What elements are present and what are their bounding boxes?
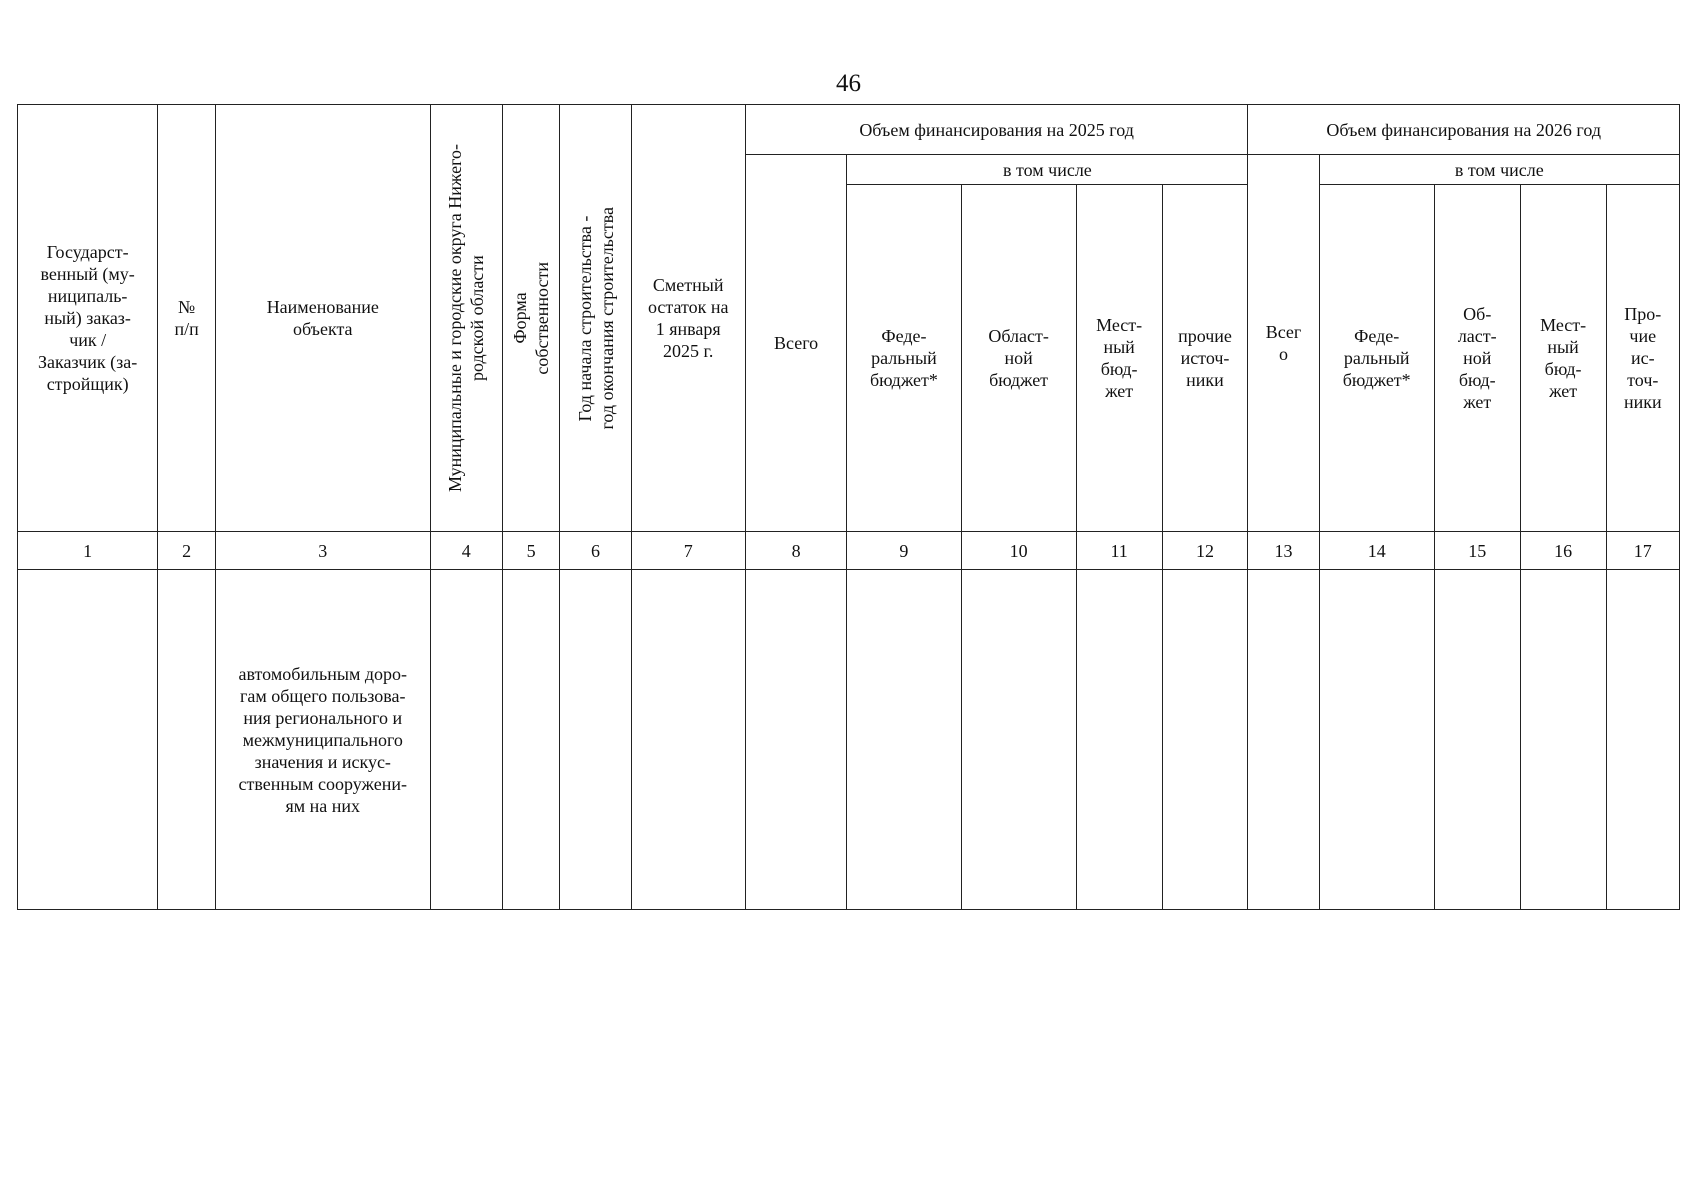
cell-total-2026	[1248, 570, 1319, 910]
table-row	[18, 570, 1680, 910]
header-federal-2025: Феде- ральный бюджет*	[847, 185, 961, 532]
cell-object-name: автомобильным доро- гам общего пользова- ния регионального и межмуниципального значения и искус- ственным сооружени- ям на них	[215, 570, 430, 910]
column-number: 11	[1076, 532, 1162, 570]
cell-estimated-balance	[631, 570, 745, 910]
page-number: 46	[836, 70, 861, 97]
header-object-name: Наименование объекта	[215, 105, 430, 532]
cell-local-2025	[1076, 570, 1162, 910]
header-including-2026: в том числе	[1319, 155, 1679, 185]
header-ownership-form: Форма собственности	[502, 105, 560, 532]
column-number: 9	[847, 532, 961, 570]
cell-other-2026	[1606, 570, 1679, 910]
cell-local-2026	[1520, 570, 1606, 910]
header-municipal-districts: Муниципальные и городские округа Нижего- родской области	[430, 105, 502, 532]
column-number: 1	[18, 532, 158, 570]
column-number: 13	[1248, 532, 1319, 570]
header-regional-2025: Област- ной бюджет	[961, 185, 1076, 532]
column-number: 4	[430, 532, 502, 570]
header-total-2026: Всег о	[1248, 155, 1319, 532]
cell-federal-2026	[1319, 570, 1434, 910]
column-number: 5	[502, 532, 560, 570]
header-other-2026: Про- чие ис- точ- ники	[1606, 185, 1679, 532]
column-number: 7	[631, 532, 745, 570]
header-customer: Государст- венный (му- ниципаль- ный) заказ- чик / Заказчик (за- стройщик)	[18, 105, 158, 532]
column-number: 14	[1319, 532, 1434, 570]
cell-municipal-district	[430, 570, 502, 910]
header-financing-2025: Объем финансирования на 2025 год	[745, 105, 1248, 155]
column-number: 16	[1520, 532, 1606, 570]
column-number: 3	[215, 532, 430, 570]
column-number: 12	[1162, 532, 1248, 570]
column-number-row	[18, 532, 1680, 570]
header-total-2025: Всего	[745, 155, 847, 532]
cell-regional-2025	[961, 570, 1076, 910]
cell-customer	[18, 570, 158, 910]
cell-regional-2026	[1434, 570, 1520, 910]
header-estimated-balance: Сметный остаток на 1 января 2025 г.	[631, 105, 745, 532]
header-financing-2026: Объем финансирования на 2026 год	[1248, 105, 1680, 155]
cell-total-2025	[745, 570, 847, 910]
column-number: 8	[745, 532, 847, 570]
column-number: 15	[1434, 532, 1520, 570]
cell-number	[158, 570, 216, 910]
financing-table	[17, 104, 1680, 910]
cell-other-2025	[1162, 570, 1248, 910]
header-construction-years: Год начала строительства - год окончания строительства	[560, 105, 631, 532]
header-regional-2026: Об- ласт- ной бюд- жет	[1434, 185, 1520, 532]
header-including-2025: в том числе	[847, 155, 1248, 185]
cell-ownership-form	[502, 570, 560, 910]
header-federal-2026: Феде- ральный бюджет*	[1319, 185, 1434, 532]
column-number: 10	[961, 532, 1076, 570]
header-number: № п/п	[158, 105, 216, 532]
column-number: 2	[158, 532, 216, 570]
header-other-2025: прочие источ- ники	[1162, 185, 1248, 532]
cell-construction-years	[560, 570, 631, 910]
column-number: 17	[1606, 532, 1679, 570]
header-local-2026: Мест- ный бюд- жет	[1520, 185, 1606, 532]
cell-federal-2025	[847, 570, 961, 910]
header-local-2025: Мест- ный бюд- жет	[1076, 185, 1162, 532]
column-number: 6	[560, 532, 631, 570]
